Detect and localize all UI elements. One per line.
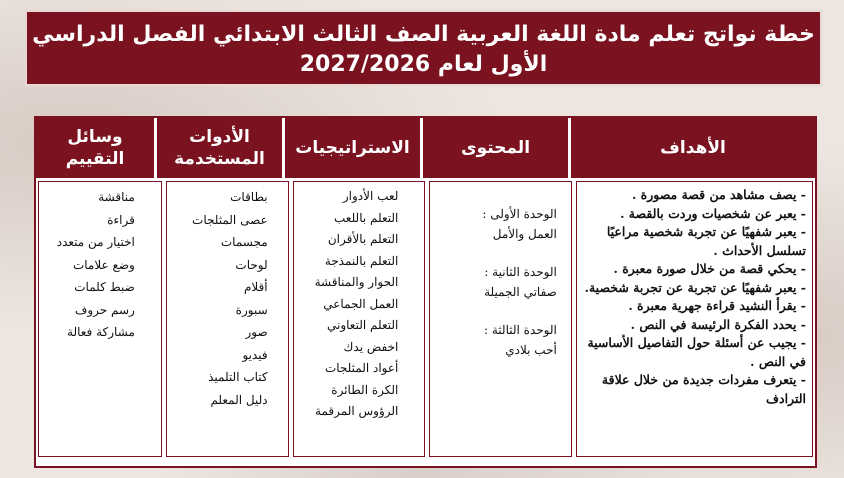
header-content: المحتوى [420,118,568,178]
strategy-item: العمل الجماعي [323,296,399,311]
assessment-item: اختيار من متعدد [56,235,135,249]
strategies-list [300,186,399,423]
assessment-item: ضبط كلمات [74,280,135,294]
tool-item: لوحات [235,257,268,272]
cell-assessment [38,181,162,457]
unit-label: الوحدة الثانية : [484,265,557,279]
content-list [436,204,556,360]
cell-goals [576,181,813,457]
tool-item: عصى المثلجات [192,212,268,227]
strategy-item: التعلم باللعب [334,210,399,225]
header-goals: الأهداف [568,118,815,178]
tool-item: فيديو [242,347,268,362]
table-header-row [36,118,815,178]
cell-strategies [293,181,426,457]
goal-item: - يقرأ النشيد قراءة جهرية معبرة . [628,298,806,313]
unit-name: العمل والأمل [492,227,557,241]
goal-item: - يعبر شفهيًا عن تجربة شخصية مراعيًا تسلسل الأحداث . [606,224,806,258]
tool-item: أقلام [243,280,268,294]
goal-item: - يتعرف مفردات جديدة من خلال علاقة الترادف [601,372,806,406]
strategy-item: أعواد المثلجات [324,361,399,375]
goal-item: - يصف مشاهد من قصة مصورة . [631,187,806,202]
page-title-banner [25,10,822,86]
goals-list [583,186,806,408]
unit-name: أحب بلادي [505,343,557,357]
tool-item: بطاقات [230,190,268,204]
page-title-line2: الأول لعام 2027/2026 [299,52,548,77]
tool-item: دليل المعلم [210,392,268,407]
header-strategies: الاستراتيجيات [282,118,420,178]
content-unit [436,204,556,244]
plan-table [34,116,817,468]
assessment-item: مشاركة فعالة [67,325,135,339]
tool-item: كتاب التلميذ [208,370,268,384]
strategy-item: الرؤوس المرقمة [315,404,399,418]
cell-tools [166,181,289,457]
unit-label: الوحدة الأولى : [482,207,557,221]
assessment-item: رسم حروف [74,302,135,317]
unit-name: صفاتي الجميلة [484,285,557,299]
header-assessment: وسائل التقييم [65,127,125,169]
strategy-item: الكرة الطائرة [331,382,399,397]
goal-item: - يحكي قصة من خلال صورة معبرة . [613,261,806,276]
tool-item: سبورة [235,302,268,317]
strategy-item: الحوار والمناقشة [314,275,399,289]
table-body-row [36,178,815,466]
tool-item: مجسمات [220,235,268,249]
tools-list [173,186,268,411]
assessment-item: قراءة [107,212,135,227]
content-unit [436,320,556,360]
strategy-item: التعلم بالأقران [327,232,399,246]
goal-item: - يعبر شفهيًا عن تجربة عن تجربة شخصية. [584,279,806,295]
goal-item: - يحدد الفكرة الرئيسة في النص . [630,316,806,332]
strategy-item: لعب الأدوار [342,189,399,203]
page-title-line1: خطة نواتج تعلم مادة اللغة العربية الصف الثالث الابتدائي الفصل الدراسي [32,22,815,47]
header-tools: الأدوات المستخدمة [154,118,282,178]
strategy-item: اخفض يدك [343,339,399,354]
cell-content [429,181,571,457]
assessment-list [45,186,135,344]
goal-item: - يعبر عن شخصيات وردت بالقصة . [620,205,806,221]
goal-item: - يجيب عن أسئلة حول التفاصيل الأساسية في النص . [587,335,806,369]
tool-item: صور [245,325,268,339]
content-unit [436,262,556,302]
strategy-item: التعلم بالنمذجة [324,253,399,268]
strategy-item: التعلم التعاوني [327,318,399,332]
assessment-item: مناقشة [98,190,135,204]
assessment-item: وضع علامات [72,257,135,272]
unit-label: الوحدة الثالثة : [484,323,557,337]
